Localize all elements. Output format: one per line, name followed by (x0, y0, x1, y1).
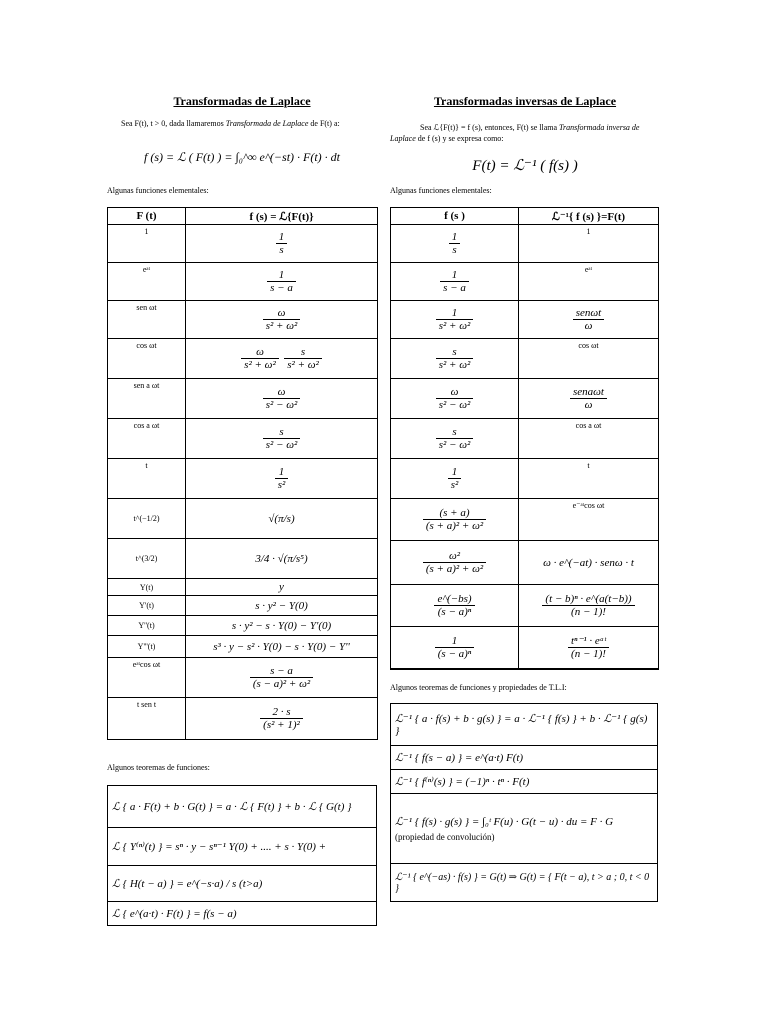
right-col-header-F: ℒ⁻¹{ f (s) }=F(t) (519, 208, 659, 225)
right-definition: F(t) = ℒ⁻¹ ( f(s) ) (472, 158, 578, 174)
left-row-expr: 3/4 · √(π/s⁵) (186, 539, 378, 579)
frac-den: (n − 1)! (542, 605, 634, 618)
left-col-header-f: f (s) = ℒ{F(t)} (186, 208, 378, 225)
frac-den: s (276, 243, 288, 256)
frac-den: (s − a)ⁿ (435, 647, 475, 660)
right-intro (390, 122, 660, 144)
theorem-convolution (391, 794, 658, 864)
frac-den: s² (448, 478, 462, 491)
left-row-expr: y (186, 579, 378, 596)
frac-num: senaωt (573, 386, 604, 398)
frac-num: ω (256, 346, 264, 358)
frac-num: 1 (451, 307, 458, 319)
left-row-F: eᵃᵗcos ωt (108, 658, 186, 698)
frac-den: s² − ω² (436, 438, 474, 451)
left-row-F: sen a ωt (108, 379, 186, 419)
frac-num: 1 (278, 269, 285, 281)
left-row-expr: s · y² − Y(0) (186, 596, 378, 616)
frac-num: e^(−bs) (437, 593, 472, 605)
theorem-heaviside: ℒ { H(t − a) } = e^(−s·a) / s (t>a) (108, 866, 377, 902)
left-definition: f (s) = ℒ ( F(t) ) = ∫₀^∞ e^(−st) · F(t) · dt (143, 150, 341, 164)
frac-num: ω (450, 386, 459, 398)
frac-den: s² + ω² (263, 319, 301, 332)
frac-den: (s − a)² + ω² (250, 677, 313, 690)
theorem-inverse-linearity: ℒ⁻¹ { a · f(s) + b · g(s) } = a · ℒ⁻¹ { f(s) } + b · ℒ⁻¹ { g(s) } (391, 704, 658, 746)
frac-num: ω (277, 307, 286, 319)
frac-den: s² (275, 478, 289, 491)
right-intro-italic: Transformada inversa de Laplace (390, 123, 640, 143)
frac-den: (n − 1)! (568, 647, 609, 660)
left-row-F: t^(−1/2) (108, 499, 186, 539)
frac-num: senωt (575, 307, 602, 319)
frac-num: s (300, 346, 306, 358)
left-row-F: eᵃᵗ (108, 263, 186, 301)
frac-den: s² + ω² (284, 358, 322, 371)
frac-den: s² − ω² (263, 398, 301, 411)
convolution-formula: ℒ⁻¹ { f(s) · g(s) } = ∫₀ᵗ F(u) · G(t − u) · du = F · G (395, 816, 614, 828)
frac-den: s² + ω² (436, 319, 474, 332)
theorem-derivative: ℒ { Y⁽ⁿ⁾(t) } = sⁿ · y − sⁿ⁻¹ Y(0) + .... + s · Y(0) + (108, 828, 377, 866)
frac-den: s − a (440, 281, 469, 294)
right-row-F: eᵃᵗ (519, 263, 659, 301)
frac-den: s² + ω² (241, 358, 279, 371)
frac-den: ω (573, 319, 605, 332)
frac-num: 1 (451, 269, 458, 281)
left-intro-text-2: de F(t) a: (310, 119, 340, 128)
frac-num: (t − b)ⁿ · e^(a(t−b)) (545, 593, 632, 605)
right-intro-text: Sea ℒ{F(t)} = f (s), entonces, F(t) se llama (420, 123, 558, 132)
right-thm-label: Algunos teoremas de funciones y propiedades de T.L.I: (390, 683, 567, 692)
theorem-inverse-shift: ℒ⁻¹ { f(s − a) } = e^(a·t) F(t) (391, 746, 658, 770)
theorem-second-shift: ℒ⁻¹ { e^(−as) · f(s) } = G(t) ⇒ G(t) = { F(t − a), t > a ; 0, t < 0 } (391, 864, 658, 902)
left-row-F: Y(t) (108, 579, 186, 596)
right-theorems (390, 703, 658, 902)
frac-den: s − a (267, 281, 296, 294)
left-row-F: 1 (108, 225, 186, 263)
left-title: Transformadas de Laplace (173, 94, 311, 108)
right-title: Transformadas inversas de Laplace (433, 94, 617, 108)
left-intro-text: Sea F(t), t > 0, dada llamaremos (121, 119, 224, 128)
frac-num: (s + a) (439, 507, 470, 519)
frac-den: s (449, 243, 461, 256)
left-intro-italic: Transformada de Laplace (225, 119, 309, 128)
left-row-F: Y'(t) (108, 596, 186, 616)
right-intro-text-2: de f (s) y se expresa como: (417, 134, 504, 143)
theorem-linearity: ℒ { a · F(t) + b · G(t) } = a · ℒ { F(t) } + b · ℒ { G(t) } (108, 786, 377, 828)
left-thm-label: Algunos teoremas de funciones: (107, 763, 210, 772)
left-intro (107, 118, 377, 129)
frac-den: ω (570, 398, 607, 411)
left-row-F: t^(3/2) (108, 539, 186, 579)
right-row-F: t (519, 459, 659, 499)
theorem-inverse-derivative: ℒ⁻¹ { f⁽ⁿ⁾(s) } = (−1)ⁿ · tⁿ · F(t) (391, 770, 658, 794)
frac-den: s² + ω² (436, 358, 474, 371)
left-row-expr: s · y² − s · Y(0) − Y'(0) (186, 616, 378, 636)
left-row-F: t (108, 459, 186, 499)
left-row-F: cos ωt (108, 339, 186, 379)
frac-num: ω (277, 386, 286, 398)
frac-num: ω² (448, 550, 461, 562)
right-row-F: cos a ωt (519, 419, 659, 459)
frac-num: 1 (451, 634, 458, 647)
frac-den: (s² + 1)² (260, 718, 303, 731)
left-col-header-F: F (t) (108, 208, 186, 225)
theorem-shift: ℒ { e^(a·t) · F(t) } = f(s − a) (108, 902, 377, 926)
frac-num: 1 (278, 231, 285, 243)
frac-den: (s + a)² + ω² (423, 562, 486, 575)
right-row-F: e⁻ᵃᵗcos ωt (519, 499, 659, 541)
frac-num: 1 (278, 466, 285, 478)
right-col-header-f: f (s ) (391, 208, 519, 225)
right-elem-label: Algunas funciones elementales: (390, 186, 492, 195)
frac-den: s² − ω² (263, 438, 301, 451)
frac-den: (s + a)² + ω² (423, 519, 486, 532)
frac-num: s (452, 346, 457, 358)
left-row-F: Y'''(t) (108, 636, 186, 658)
frac-num: s (452, 426, 457, 438)
left-row-expr: s³ · y − s² · Y(0) − s · Y(0) − Y'' (186, 636, 378, 658)
frac-num: s − a (270, 665, 293, 677)
frac-den: s² − ω² (436, 398, 474, 411)
left-elem-label: Algunas funciones elementales: (107, 186, 209, 195)
left-row-F: sen ωt (108, 301, 186, 339)
right-row-F: 1 (519, 225, 659, 263)
frac-den: (s − a)ⁿ (434, 605, 474, 618)
left-row-F: cos a ωt (108, 419, 186, 459)
frac-num: s (279, 426, 284, 438)
frac-num: 2 · s (272, 706, 291, 718)
right-row-F: cos ωt (519, 339, 659, 379)
right-table (390, 207, 659, 670)
frac-num: 1 (451, 231, 458, 243)
left-row-expr: √(π/s) (186, 499, 378, 539)
frac-num: 1 (451, 466, 458, 478)
left-theorems (107, 785, 377, 926)
right-row-expr: ω · e^(−at) · senω · t (519, 541, 659, 585)
convolution-note: (propiedad de convolución) (395, 832, 495, 842)
left-row-F: Y''(t) (108, 616, 186, 636)
left-row-F: t sen t (108, 698, 186, 740)
left-table (107, 207, 378, 740)
frac-num: tⁿ⁻¹ · eᵃᵗ (571, 635, 606, 648)
